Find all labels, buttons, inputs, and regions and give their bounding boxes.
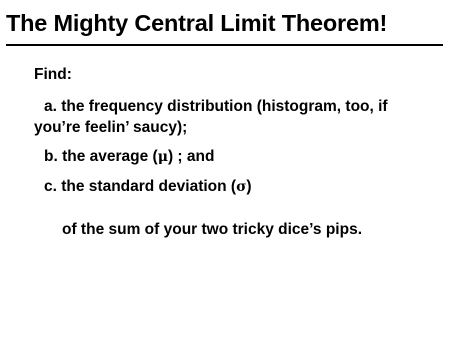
item-b-prefix: b. the average ( [44,148,158,165]
item-b-suffix: ) ; and [167,148,215,165]
item-c-prefix: c. the standard deviation ( [44,178,237,195]
title-underline [6,44,443,46]
mu-symbol: μ [157,149,168,165]
closing-line: of the sum of your two tricky dice’s pips. [62,221,363,238]
find-label: Find: [34,66,72,83]
item-a-line-1: a. the frequency distribution (histogram, too, if [44,98,388,115]
item-b [44,147,214,167]
item-c [44,177,252,197]
sigma-symbol: σ [236,179,247,195]
item-c-suffix: ) [246,178,252,195]
item-a-line-2: you’re feelin’ saucy); [34,119,188,136]
slide-title: The Mighty Central Limit Theorem! [6,10,388,36]
